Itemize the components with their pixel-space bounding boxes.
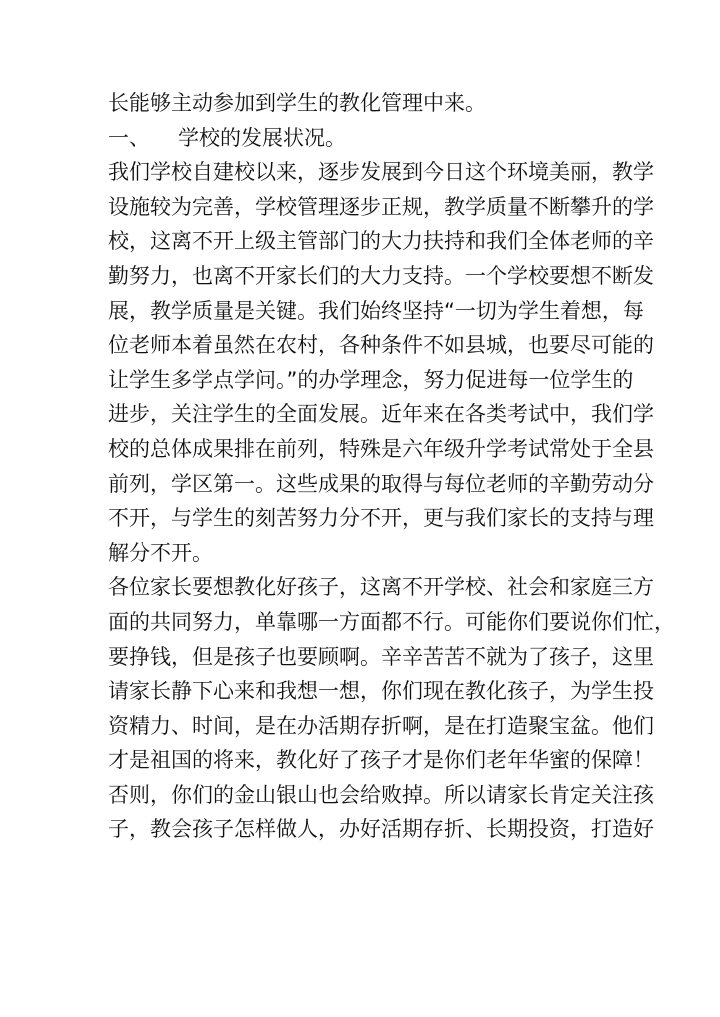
text-line: 否则，你们的金山银山也会给败掉。所以请家长肯定关注孩 [108, 782, 654, 807]
text-line: 面的共同努力，单靠哪一方面都不行。可能你们要说你们忙， [108, 609, 675, 634]
section-heading [108, 121, 616, 156]
text-line: 设施较为完善，学校管理逐步正规，教学质量不断攀升的学 [108, 194, 654, 219]
text-line: 资精力、时间，是在办活期存折啊，是在打造聚宝盆。他们 [108, 713, 654, 738]
section-title: 学校的发展状况。 [178, 125, 346, 150]
text-line: 进步，关注学生的全面发展。近年来在各类考试中，我们学 [108, 402, 654, 427]
section-number: 一、 [108, 125, 150, 150]
document-body [108, 86, 675, 847]
text-line: 才是祖国的将来，教化好了孩子才是你们老年华蜜的保障！ [108, 748, 654, 773]
text-line: 子，教会孩子怎样做人，办好活期存折、长期投资，打造好 [108, 817, 654, 842]
text-line: 请家长静下心来和我想一想，你们现在教化孩子，为学生投 [108, 679, 654, 704]
paragraph-parents-education [108, 570, 675, 847]
text-line: 展，教学质量是关键。我们始终坚持“一切为学生着想，每 [108, 298, 644, 323]
text-line: 位老师本着虽然在农村，各种条件不如县城，也要尽可能的 [108, 333, 654, 358]
paragraph-school-status [108, 155, 654, 570]
text-line: 勤努力，也离不开家长们的大力支持。一个学校要想不断发 [108, 263, 654, 288]
text-line: 解分不开。 [108, 540, 213, 565]
text-line: 要挣钱，但是孩子也要顾啊。辛辛苦苦不就为了孩子，这里 [108, 644, 654, 669]
text-line: 我们学校自建校以来，逐步发展到今日这个环境美丽，教学 [108, 160, 654, 185]
text-line: 让学生多学点学问。”的办学理念，努力促进每一位学生的 [108, 367, 634, 392]
text-line: 不开，与学生的刻苦努力分不开，更与我们家长的支持与理 [108, 506, 654, 531]
text-line: 长能够主动参加到学生的教化管理中来。 [108, 91, 486, 115]
text-line: 校，这离不开上级主管部门的大力扶持和我们全体老师的辛 [108, 229, 654, 254]
text-line: 前列，学区第一。这些成果的取得与每位老师的辛勤劳动分 [108, 471, 654, 496]
paragraph-continuation [108, 86, 616, 121]
text-line: 各位家长要想教化好孩子，这离不开学校、社会和家庭三方 [108, 575, 654, 600]
text-line: 校的总体成果排在前列，特殊是六年级升学考试常处于全县 [108, 436, 654, 461]
